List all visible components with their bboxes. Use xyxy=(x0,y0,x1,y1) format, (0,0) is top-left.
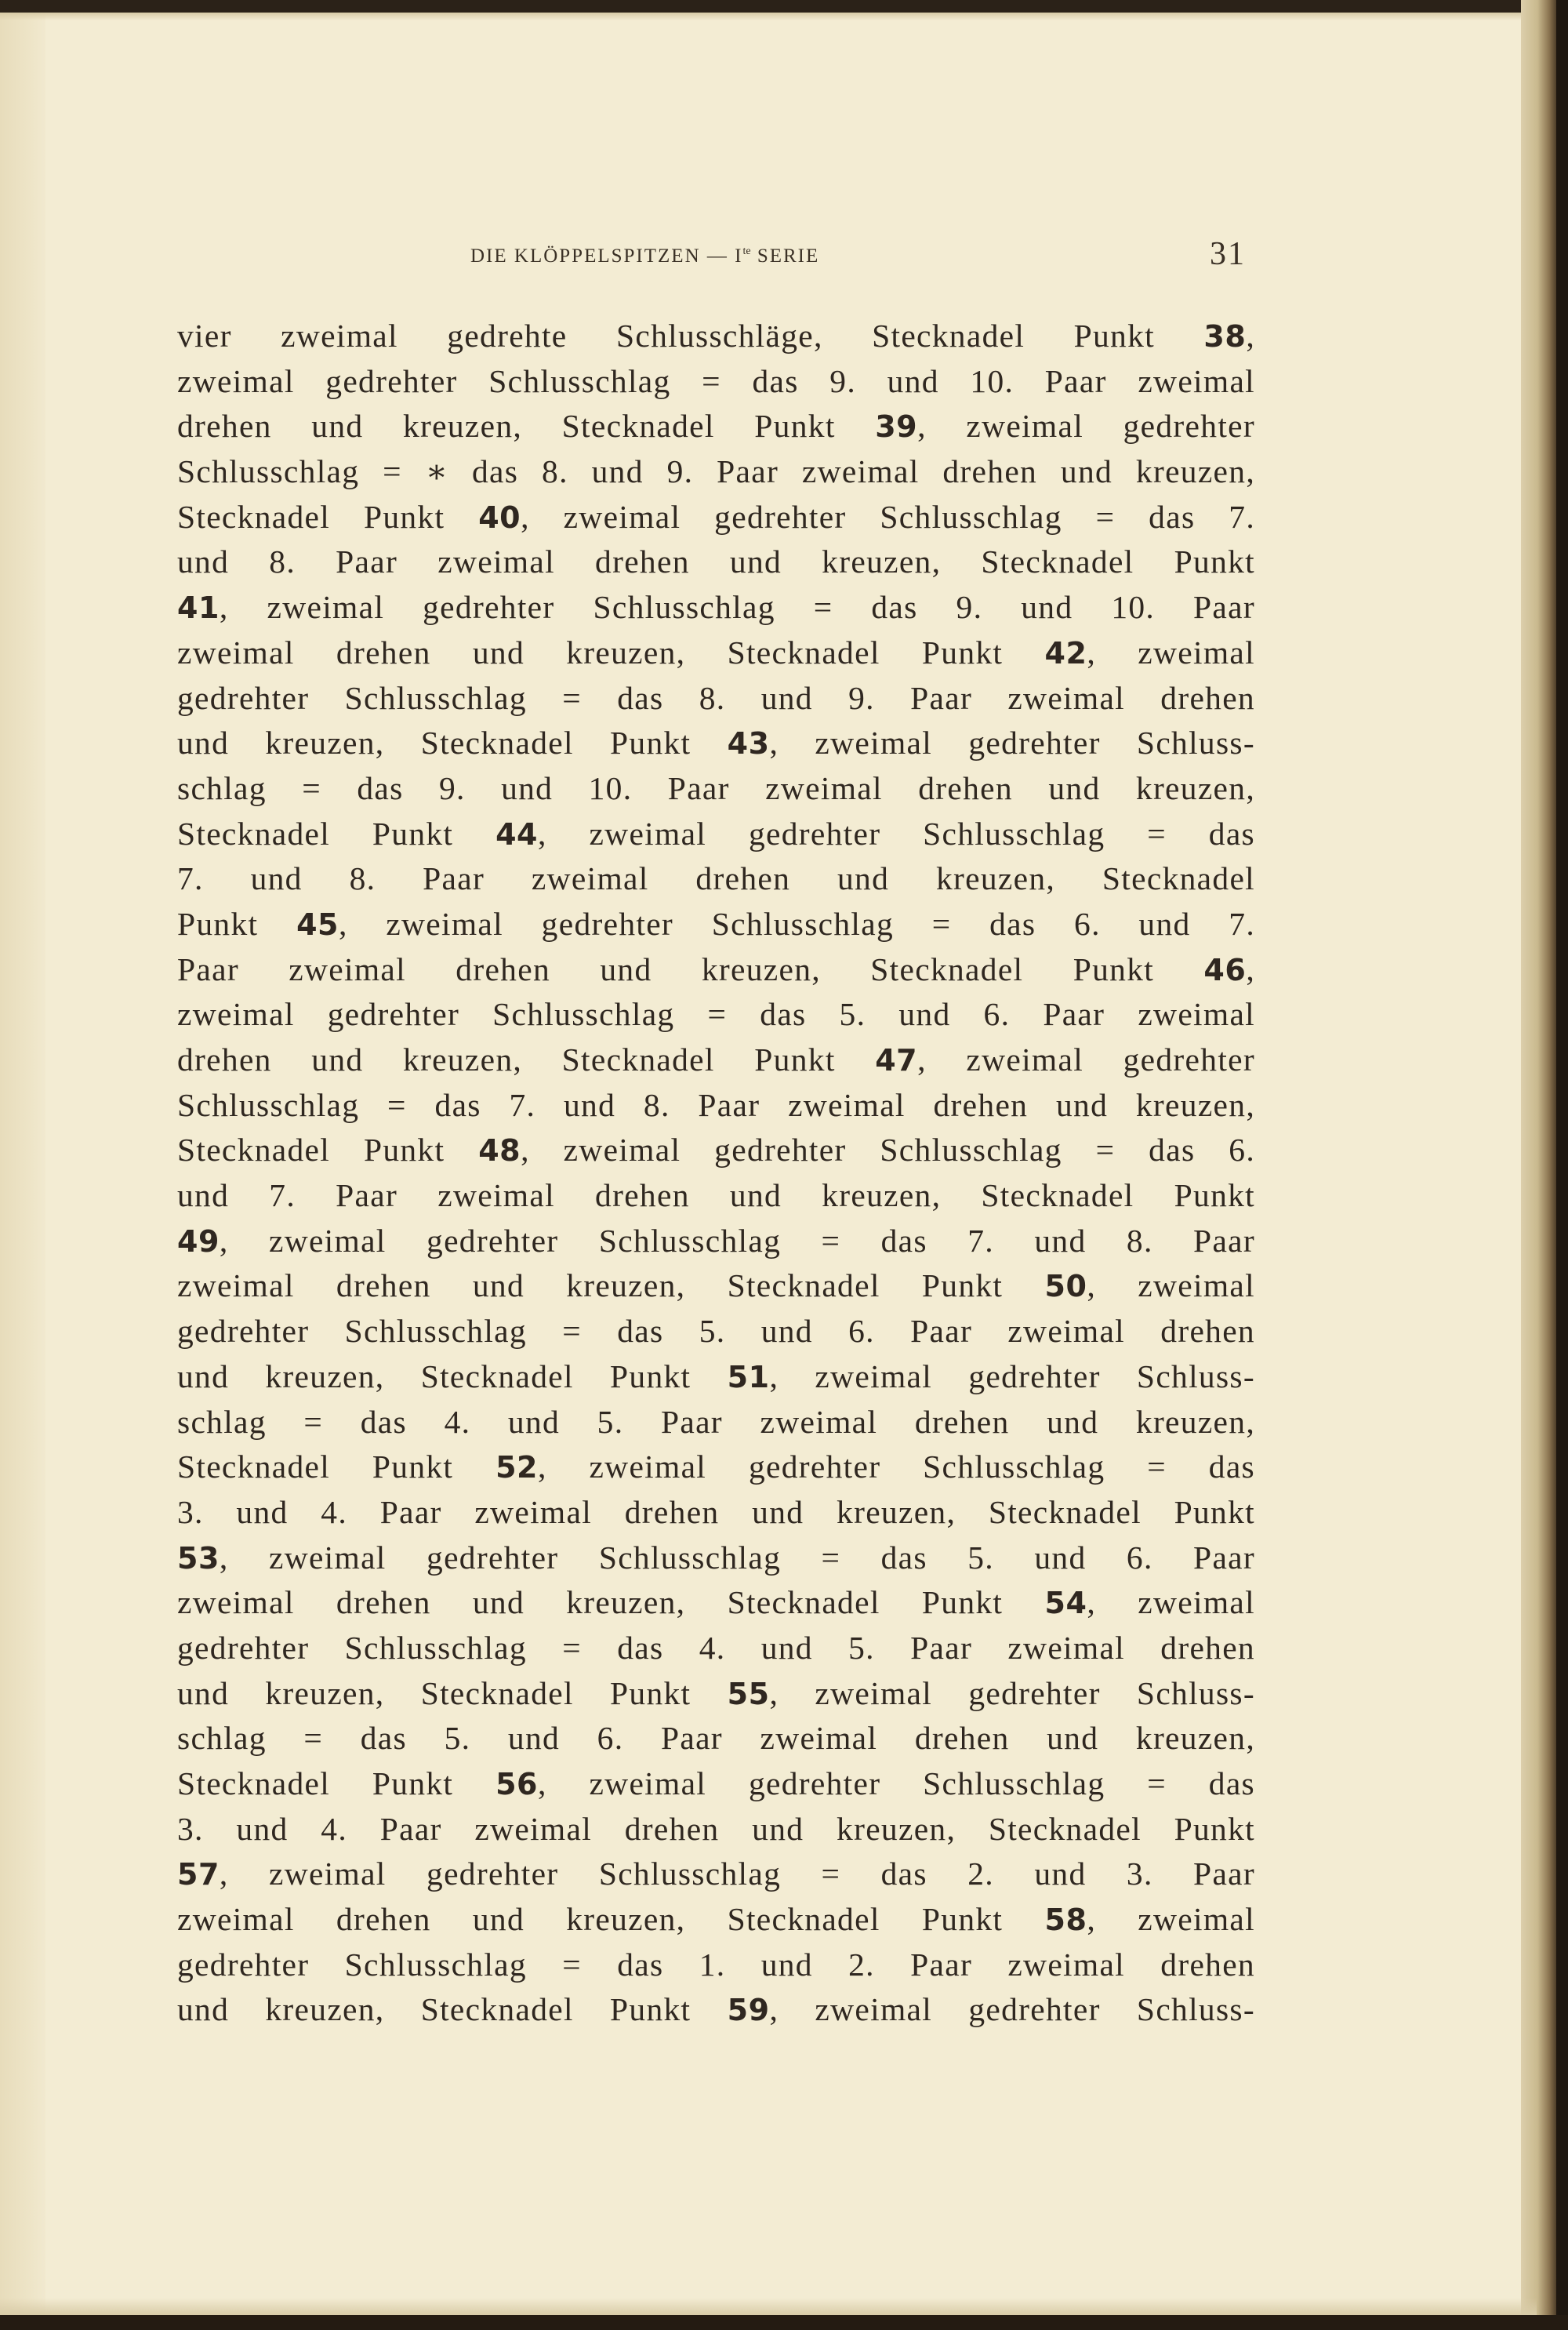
text-line-end: , zweimal gedrehter Schluss- xyxy=(769,1991,1255,2028)
text-line xyxy=(177,540,1255,585)
text-line-start: und kreuzen, Stecknadel Punkt xyxy=(177,725,728,762)
pin-point-number: 43 xyxy=(727,726,770,762)
text-line-end: , zweimal gedrehter Schluss- xyxy=(769,1358,1255,1394)
text-line-start: schlag = das 4. und 5. Paar zweimal drehen und kreuzen, xyxy=(177,1403,1255,1440)
text-line-start: Stecknadel Punkt xyxy=(177,1449,496,1485)
pin-point-number: 46 xyxy=(1203,952,1247,987)
text-line-start: drehen und kreuzen, Stecknadel Punkt xyxy=(177,1041,876,1078)
scan-right-border xyxy=(1556,0,1568,2330)
pin-point-number: 57 xyxy=(177,1857,220,1892)
text-line-start: und 7. Paar zweimal drehen und kreuzen, Stecknadel Punkt xyxy=(177,1177,1255,1214)
text-line xyxy=(177,1354,1255,1400)
text-line xyxy=(177,404,1255,449)
page-left-edge xyxy=(0,0,45,2330)
pin-point-number: 54 xyxy=(1044,1586,1087,1621)
text-line xyxy=(177,1580,1255,1626)
text-line xyxy=(177,449,1255,495)
text-line-start: zweimal gedrehter Schlusschlag = das 9. und 10. Paar zweimal xyxy=(177,362,1255,399)
text-line xyxy=(177,1173,1255,1219)
text-line xyxy=(177,1263,1255,1309)
text-line-end: , zweimal gedrehter xyxy=(917,408,1255,445)
text-line xyxy=(177,1807,1255,1852)
text-line-start: Stecknadel Punkt xyxy=(177,1132,479,1169)
text-line-start: gedrehter Schlusschlag = das 5. und 6. Paar zweimal drehen xyxy=(177,1313,1255,1350)
pin-point-number: 51 xyxy=(727,1359,770,1394)
running-header xyxy=(470,245,819,267)
text-line xyxy=(177,1536,1255,1581)
text-line-end: , zweimal xyxy=(1087,1901,1255,1938)
text-line-end: , zweimal gedrehter Schlusschlag = das xyxy=(537,1449,1256,1485)
text-line xyxy=(177,1219,1255,1264)
text-line-end: , zweimal xyxy=(1087,1267,1255,1304)
text-line-start: gedrehter Schlusschlag = das 1. und 2. Paar zweimal drehen xyxy=(177,1946,1255,1983)
text-line xyxy=(177,1400,1255,1445)
pin-point-number: 47 xyxy=(875,1043,918,1078)
text-line-end: , xyxy=(1246,951,1255,987)
text-line xyxy=(177,631,1255,676)
text-line-end: , zweimal gedrehter Schlusschlag = das xyxy=(537,815,1256,852)
text-line xyxy=(177,1852,1255,1897)
text-line-end: , xyxy=(1246,318,1255,354)
pin-point-number: 38 xyxy=(1203,319,1247,354)
text-line-end: , zweimal gedrehter Schlusschlag = das 7. xyxy=(521,498,1255,535)
text-line xyxy=(177,766,1255,812)
pin-point-number: 52 xyxy=(495,1450,538,1485)
text-line-start: 7. und 8. Paar zweimal drehen und kreuzen, Stecknadel xyxy=(177,860,1255,897)
pin-point-number: 39 xyxy=(875,409,918,445)
running-header-superscript: te xyxy=(742,245,751,257)
pin-point-number: 42 xyxy=(1044,635,1087,671)
scan-top-shadow xyxy=(0,13,1541,20)
pin-point-number: 49 xyxy=(177,1223,220,1259)
text-line xyxy=(177,1716,1255,1761)
text-line-start: 3. und 4. Paar zweimal drehen und kreuzen, Stecknadel Punkt xyxy=(177,1493,1255,1530)
text-line-start: Stecknadel Punkt xyxy=(177,1765,496,1801)
text-line-end: , zweimal gedrehter Schlusschlag = das 9. und 10. Paar xyxy=(219,589,1255,626)
text-line-start: Stecknadel Punkt xyxy=(177,498,479,535)
pin-point-number: 41 xyxy=(177,591,220,626)
text-line-start: zweimal gedrehter Schlusschlag = das 5. und 6. Paar zweimal xyxy=(177,996,1255,1033)
text-line xyxy=(177,314,1255,359)
text-line-end: , zweimal gedrehter Schluss- xyxy=(769,1674,1255,1711)
text-line xyxy=(177,1671,1255,1717)
text-line xyxy=(177,1038,1255,1083)
text-line xyxy=(177,1987,1255,2033)
text-line xyxy=(177,1445,1255,1490)
text-line-start: Schlusschlag = das 7. und 8. Paar zweimal drehen und kreuzen, xyxy=(177,1086,1255,1123)
text-line xyxy=(177,1128,1255,1173)
text-line-start: drehen und kreuzen, Stecknadel Punkt xyxy=(177,408,876,445)
text-line xyxy=(177,495,1255,540)
pin-point-number: 44 xyxy=(495,816,538,852)
text-line-start: und kreuzen, Stecknadel Punkt xyxy=(177,1991,728,2028)
text-line xyxy=(177,812,1255,857)
text-line-start: und kreuzen, Stecknadel Punkt xyxy=(177,1674,728,1711)
text-line xyxy=(177,585,1255,631)
text-line-start: zweimal drehen und kreuzen, Stecknadel Punkt xyxy=(177,1584,1045,1621)
text-line xyxy=(177,1626,1255,1671)
scan-bottom-shadow xyxy=(0,2298,1537,2315)
text-line xyxy=(177,721,1255,766)
text-line xyxy=(177,992,1255,1038)
page-number: 31 xyxy=(1210,236,1246,272)
text-line xyxy=(177,676,1255,722)
text-line xyxy=(177,1761,1255,1807)
text-line xyxy=(177,947,1255,993)
text-line-end: , zweimal gedrehter Schlusschlag = das 6. und 7. xyxy=(338,905,1255,942)
text-line xyxy=(177,1490,1255,1536)
pin-point-number: 56 xyxy=(495,1767,538,1801)
text-line-end: , zweimal gedrehter Schlusschlag = das 5. und 6. Paar xyxy=(219,1539,1255,1576)
text-line-start: 3. und 4. Paar zweimal drehen und kreuzen, Stecknadel Punkt xyxy=(177,1810,1255,1847)
text-line-end: , zweimal gedrehter Schlusschlag = das 6. xyxy=(521,1132,1255,1169)
text-line-end: , zweimal xyxy=(1087,634,1255,671)
running-header-title: DIE KLÖPPELSPITZEN — I xyxy=(470,245,743,267)
pin-point-number: 48 xyxy=(478,1133,521,1169)
text-line xyxy=(177,359,1255,405)
pin-point-number: 55 xyxy=(727,1676,770,1711)
text-line xyxy=(177,902,1255,947)
text-line xyxy=(177,1083,1255,1129)
text-line-start: zweimal drehen und kreuzen, Stecknadel Punkt xyxy=(177,1267,1045,1304)
text-line-end: , zweimal gedrehter Schlusschlag = das 7. und 8. Paar xyxy=(219,1222,1255,1259)
text-line-start: schlag = das 9. und 10. Paar zweimal drehen und kreuzen, xyxy=(177,769,1255,806)
text-line xyxy=(177,1897,1255,1943)
text-line-start: zweimal drehen und kreuzen, Stecknadel Punkt xyxy=(177,634,1045,671)
text-line-end: , zweimal gedrehter Schluss- xyxy=(769,725,1255,762)
text-line-start: Stecknadel Punkt xyxy=(177,815,496,852)
text-line-start: und 8. Paar zweimal drehen und kreuzen, Stecknadel Punkt xyxy=(177,543,1255,580)
text-line-start: Punkt xyxy=(177,905,297,942)
text-line-start: gedrehter Schlusschlag = das 4. und 5. Paar zweimal drehen xyxy=(177,1629,1255,1666)
body-text xyxy=(177,314,1255,2033)
scan-bottom-border xyxy=(0,2315,1568,2330)
pin-point-number: 40 xyxy=(478,500,521,535)
pin-point-number: 58 xyxy=(1044,1903,1087,1938)
pin-point-number: 50 xyxy=(1044,1269,1087,1304)
text-line-end: , zweimal gedrehter Schlusschlag = das 2. und 3. Paar xyxy=(219,1856,1255,1892)
text-line-end: , zweimal gedrehter xyxy=(917,1041,1255,1078)
text-line-start: Schlusschlag = ∗ das 8. und 9. Paar zweimal drehen und kreuzen, xyxy=(177,453,1255,490)
text-line-start: schlag = das 5. und 6. Paar zweimal drehen und kreuzen, xyxy=(177,1720,1255,1757)
text-line-start: und kreuzen, Stecknadel Punkt xyxy=(177,1358,728,1394)
text-line xyxy=(177,1309,1255,1354)
text-line xyxy=(177,856,1255,902)
text-line-start: gedrehter Schlusschlag = das 8. und 9. Paar zweimal drehen xyxy=(177,679,1255,716)
text-line-end: , zweimal xyxy=(1087,1584,1255,1621)
text-line-start: zweimal drehen und kreuzen, Stecknadel Punkt xyxy=(177,1901,1045,1938)
pin-point-number: 53 xyxy=(177,1540,220,1576)
scan-top-border xyxy=(0,0,1541,13)
text-line-end: , zweimal gedrehter Schlusschlag = das xyxy=(537,1765,1256,1801)
text-line xyxy=(177,1943,1255,1988)
text-line-start: Paar zweimal drehen und kreuzen, Stecknadel Punkt xyxy=(177,951,1204,987)
running-header-series: SERIE xyxy=(750,245,820,267)
pin-point-number: 45 xyxy=(296,907,339,942)
text-line-start: vier zweimal gedrehte Schlusschläge, Stecknadel Punkt xyxy=(177,318,1204,354)
pin-point-number: 59 xyxy=(727,1993,770,2028)
